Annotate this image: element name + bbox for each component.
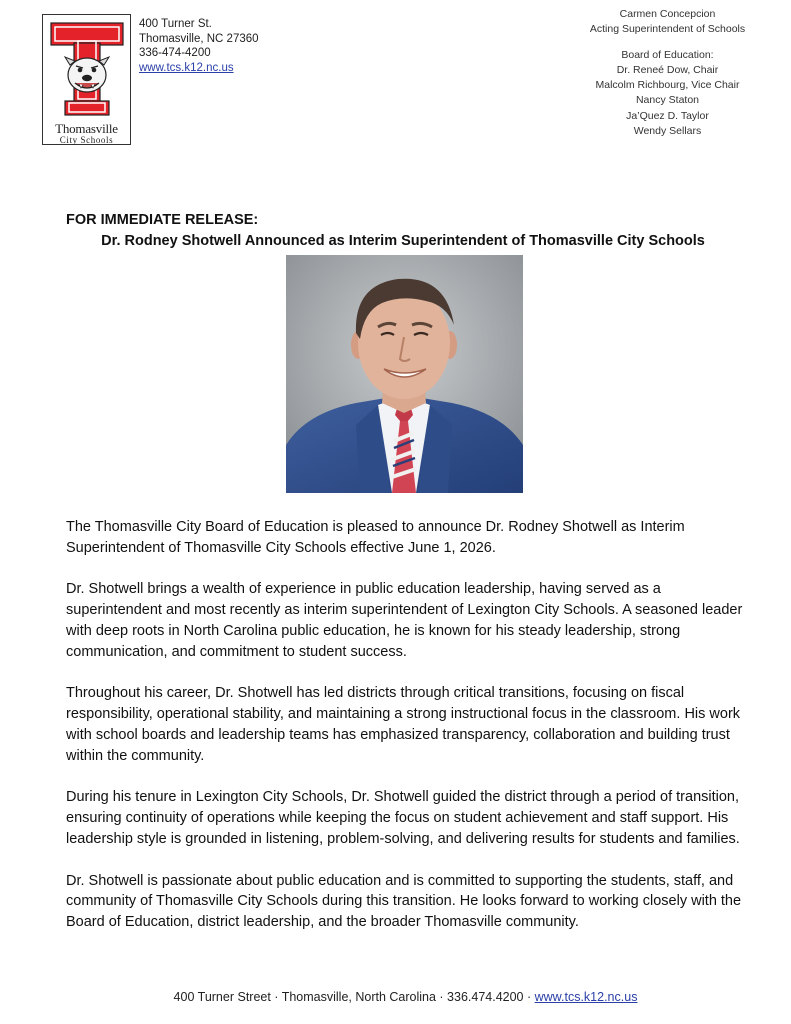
district-logo	[42, 14, 131, 145]
release-label: FOR IMMEDIATE RELEASE:	[66, 212, 259, 228]
footer-website-link[interactable]: www.tcs.k12.nc.us	[534, 990, 638, 1004]
address-street: 400 Turner St.	[139, 18, 212, 30]
superintendent-title: Acting Superintendent of Schools	[589, 23, 746, 36]
body-paragraph: During his tenure in Lexington City Schools, Dr. Shotwell guided the district through a period of transition, ensuring continuity of operations while keeping the focus on student achievement and staff support. His leadership style is grounded in listening, problem-solving, and delivering results for students and families.	[66, 789, 740, 847]
body-paragraph: The Thomasville City Board of Education is pleased to announce Dr. Rodney Shotwell as Interim Superintendent of Thomasville City Schools effective June 1, 2026.	[66, 519, 685, 556]
headline: Dr. Rodney Shotwell Announced as Interim Superintendent of Thomasville City Schools	[101, 233, 705, 249]
page-footer	[0, 990, 791, 1004]
board-member: Malcolm Richbourg, Vice Chair	[595, 79, 740, 92]
press-release-body	[66, 517, 756, 954]
board-member: Nancy Staton	[635, 94, 700, 107]
footer-address: 400 Turner Street · Thomasville, North Carolina · 336.474.4200 ·	[173, 990, 532, 1004]
board-heading: Board of Education:	[621, 48, 714, 61]
board-member: Ja’Quez D. Taylor	[626, 109, 709, 122]
letterhead-address	[139, 17, 259, 75]
logo-subtitle: City Schools	[59, 135, 114, 145]
website-link[interactable]: www.tcs.k12.nc.us	[139, 61, 234, 74]
logo-wordmark: Thomasville	[55, 121, 118, 136]
portrait-photo	[286, 255, 523, 493]
board-member: Dr. Reneé Dow, Chair	[616, 63, 719, 76]
body-paragraph: Dr. Shotwell brings a wealth of experience in public education leadership, having served as a superintendent and most recently as interim superintendent of Lexington City Schools. A seasoned leader with deep roots in North Carolina public education, he is known for his steady leadership, strong communication, and commitment to student success.	[66, 581, 743, 660]
logo-t-mascot-icon	[43, 15, 132, 121]
board-member: Wendy Sellars	[633, 125, 702, 138]
superintendent-name: Carmen Concepcion	[619, 8, 716, 20]
body-paragraph: Throughout his career, Dr. Shotwell has led districts through critical transitions, focusing on fiscal responsibility, operational stability, and maintaining a strong instructional focus in the classroom. His work with school boards and leadership teams has emphasized transparency, collaboration and building trust within the community.	[66, 685, 741, 764]
board-of-education-block	[560, 7, 775, 139]
address-city: Thomasville, NC 27360	[139, 32, 259, 45]
body-paragraph: Dr. Shotwell is passionate about public education and is committed to supporting the students, staff, and community of Thomasville City Schools during this transition. He looks forward to working closely with the Board of Education, district leadership, and the broader Thomasville community.	[66, 872, 742, 931]
address-phone: 336-474-4200	[139, 47, 211, 59]
